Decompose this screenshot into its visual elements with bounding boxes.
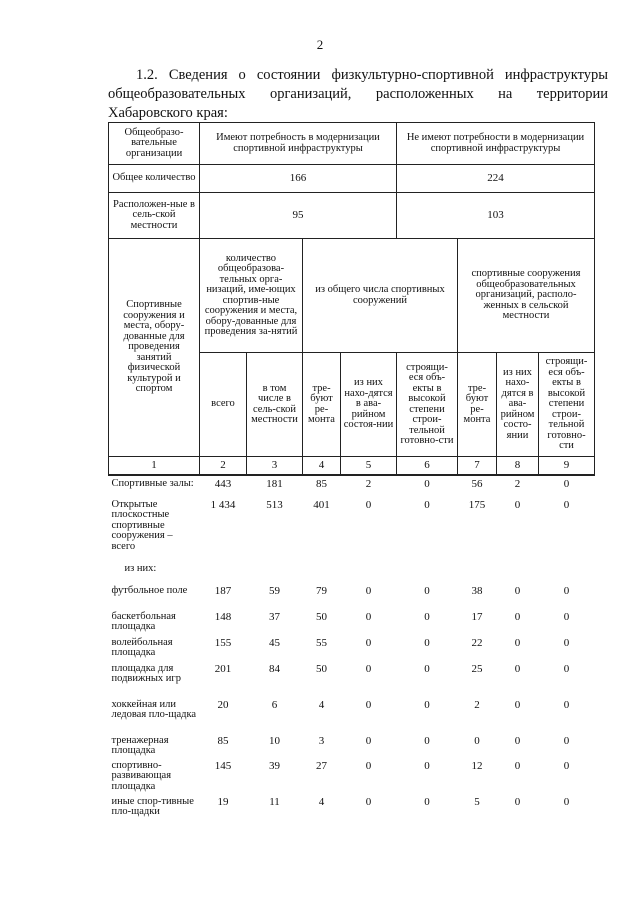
table-row <box>109 583 595 609</box>
row-value: 79 <box>316 584 327 597</box>
row-value: 27 <box>316 759 327 772</box>
row-value <box>200 561 247 583</box>
row-value: 0 <box>563 584 570 597</box>
row-value: 175 <box>468 498 486 511</box>
row-value: 11 <box>269 795 280 808</box>
row-value <box>458 561 497 583</box>
row-value <box>341 561 397 583</box>
row-label: спортивно-развивающая площадка <box>111 759 172 792</box>
row-value: 6 <box>271 698 278 711</box>
row-value: 0 <box>424 734 430 747</box>
row-value: 0 <box>563 610 570 623</box>
col-repair: тре-буют ре-монта <box>303 353 341 457</box>
column-number: 9 <box>539 457 595 475</box>
row-value: 148 <box>214 610 232 623</box>
col-emergency: из них нахо-дятся в ава-рийном состоя-нии <box>341 353 397 457</box>
row-value: 0 <box>365 698 372 711</box>
row-value: 59 <box>269 584 280 597</box>
row-value: 25 <box>471 662 483 675</box>
row-value: 0 <box>563 477 570 490</box>
row-value: 187 <box>214 584 232 597</box>
row-value: 10 <box>269 734 280 747</box>
table-body <box>109 475 595 830</box>
row-value: 0 <box>563 498 570 511</box>
row-value: 37 <box>269 610 280 623</box>
table-row <box>109 661 595 697</box>
row-value: 0 <box>424 662 430 675</box>
row-value: 0 <box>365 584 372 597</box>
row-value: 4 <box>318 698 325 711</box>
column-numbers-row <box>109 457 595 475</box>
row-value: 201 <box>214 662 232 675</box>
from-total-header: из общего числа спортивных сооружений <box>303 239 458 353</box>
total-need-value: 166 <box>200 165 397 193</box>
row-label: Открытые плоскостные спортивные сооружения – всего <box>111 498 173 552</box>
total-label: Общее количество <box>109 165 200 193</box>
row-value: 155 <box>214 636 232 649</box>
row-label: из них: <box>124 562 157 574</box>
header-need-modernization: Имеют потребность в модернизации спортивной инфраструктуры <box>200 123 397 165</box>
table-row <box>109 758 595 794</box>
row-value: 50 <box>316 662 327 675</box>
row-value: 0 <box>424 795 430 808</box>
row-value: 0 <box>365 610 372 623</box>
row-value: 0 <box>424 477 430 490</box>
rural-facilities-header: спортивные сооружения общеобразовательных организаций, располо-женных в сельской местности <box>458 239 595 353</box>
row-label: тренажерная площадка <box>111 734 169 756</box>
row-value: 0 <box>514 795 521 808</box>
column-number: 8 <box>497 457 539 475</box>
row-value: 0 <box>424 636 430 649</box>
row-value: 0 <box>365 795 372 808</box>
table-row <box>109 609 595 635</box>
column-number: 4 <box>303 457 341 475</box>
row-value: 0 <box>514 759 521 772</box>
table-row <box>109 794 595 830</box>
col-repair-rural: тре-буют ре-монта <box>458 353 497 457</box>
count-orgs-header: количество общеобразова-тельных орга-низаций, име-ющих спортив-ные сооружения и места, обору-дованные для проведения за-нятий <box>200 239 303 353</box>
table-row <box>109 697 595 733</box>
row-value: 0 <box>424 610 430 623</box>
section-heading: 1.2. Сведения о состоянии физкультурно-спортивной инфраструктуры общеобразовательных организаций, расположенных на территории Хабаровского края: <box>108 67 608 121</box>
row-value: 0 <box>563 636 570 649</box>
row-value <box>397 561 458 583</box>
table-row <box>109 561 595 583</box>
row-value: 0 <box>365 498 372 511</box>
row-value: 2 <box>514 477 521 490</box>
rural-need-value: 95 <box>200 193 397 239</box>
row-value: 20 <box>217 698 229 711</box>
row-value: 0 <box>514 498 521 511</box>
row-value: 0 <box>514 610 521 623</box>
row-value: 19 <box>217 795 229 808</box>
column-number: 6 <box>397 457 458 475</box>
row-value: 39 <box>269 759 280 772</box>
row-value: 50 <box>316 610 327 623</box>
column-number: 5 <box>341 457 397 475</box>
row-value: 0 <box>424 498 430 511</box>
table-row <box>109 475 595 497</box>
row-value: 85 <box>217 734 229 747</box>
row-value: 12 <box>471 759 483 772</box>
column-number: 7 <box>458 457 497 475</box>
col-rural: в том числе в сель-ской местности <box>247 353 303 457</box>
row-value: 0 <box>514 636 521 649</box>
row-value: 0 <box>563 662 570 675</box>
row-value: 0 <box>424 759 430 772</box>
row-value: 85 <box>316 477 327 490</box>
row-value: 0 <box>365 759 372 772</box>
row-value: 17 <box>471 610 483 623</box>
row-label: площадка для подвижных игр <box>111 662 181 684</box>
row-label: хоккейная или ледовая пло-щадка <box>111 698 197 720</box>
table-row <box>109 733 595 758</box>
row-value: 0 <box>563 734 570 747</box>
row-value: 84 <box>269 662 280 675</box>
row-value <box>303 561 341 583</box>
row-value: 443 <box>214 477 232 490</box>
row-value: 513 <box>266 498 283 511</box>
col-emergency-rural: из них нахо-дятся в ава-рийном состо-янии <box>497 353 539 457</box>
col-building: строящи-еся объ-екты в высокой степени строи-тельной готовно-сти <box>397 353 458 457</box>
page-number: 2 <box>316 37 324 52</box>
rural-noneed-value: 103 <box>397 193 595 239</box>
row-value: 0 <box>563 698 570 711</box>
column-number: 2 <box>200 457 247 475</box>
header-no-need-modernization: Не имеют потребности в модернизации спортивной инфраструктуры <box>397 123 595 165</box>
row-value: 0 <box>514 662 521 675</box>
row-value: 2 <box>365 477 372 490</box>
row-value: 0 <box>424 698 430 711</box>
row-value: 0 <box>474 734 480 747</box>
row-value <box>247 561 303 583</box>
row-label: баскетбольная площадка <box>111 610 176 632</box>
row-value: 0 <box>424 584 430 597</box>
row-value: 45 <box>269 636 280 649</box>
table-row <box>109 497 595 561</box>
rural-label: Расположен-ные в сель-ской местности <box>109 193 200 239</box>
row-label: футбольное поле <box>111 584 188 596</box>
row-value: 0 <box>563 759 570 772</box>
row-value: 5 <box>474 795 480 808</box>
row-value: 0 <box>514 698 521 711</box>
row-value: 0 <box>563 795 570 808</box>
table-row <box>109 635 595 661</box>
row-value: 0 <box>365 636 372 649</box>
row-value: 0 <box>514 734 521 747</box>
row-label: Спортивные залы: <box>111 477 194 489</box>
row-value: 2 <box>474 698 480 711</box>
row-value: 56 <box>471 477 483 490</box>
row-value: 0 <box>365 734 372 747</box>
header-organizations: Общеобразо-вательные организации <box>109 123 200 165</box>
total-noneed-value: 224 <box>397 165 595 193</box>
row-value: 401 <box>313 498 330 511</box>
row-label: волейбольная площадка <box>111 636 173 658</box>
column-number: 3 <box>247 457 303 475</box>
row-value: 181 <box>266 477 283 490</box>
row-value: 38 <box>471 584 483 597</box>
facilities-header: Спортивные сооружения и места, обору-дованные для проведения занятий физической культурой и спортом <box>109 239 200 457</box>
infrastructure-table <box>108 122 595 830</box>
row-value: 55 <box>316 636 327 649</box>
row-value: 4 <box>318 795 325 808</box>
row-value <box>539 561 595 583</box>
row-value <box>497 561 539 583</box>
column-number: 1 <box>109 457 200 475</box>
col-building-rural: строящи-еся объ-екты в высокой степени строи-тельной готовно-сти <box>539 353 595 457</box>
row-value: 22 <box>471 636 483 649</box>
row-value: 0 <box>365 662 372 675</box>
row-value: 1 434 <box>210 498 236 511</box>
row-label: иные спор-тивные пло-щадки <box>111 795 194 817</box>
row-value: 0 <box>514 584 521 597</box>
row-value: 145 <box>214 759 232 772</box>
row-value: 3 <box>318 734 325 747</box>
col-all: всего <box>200 353 247 457</box>
